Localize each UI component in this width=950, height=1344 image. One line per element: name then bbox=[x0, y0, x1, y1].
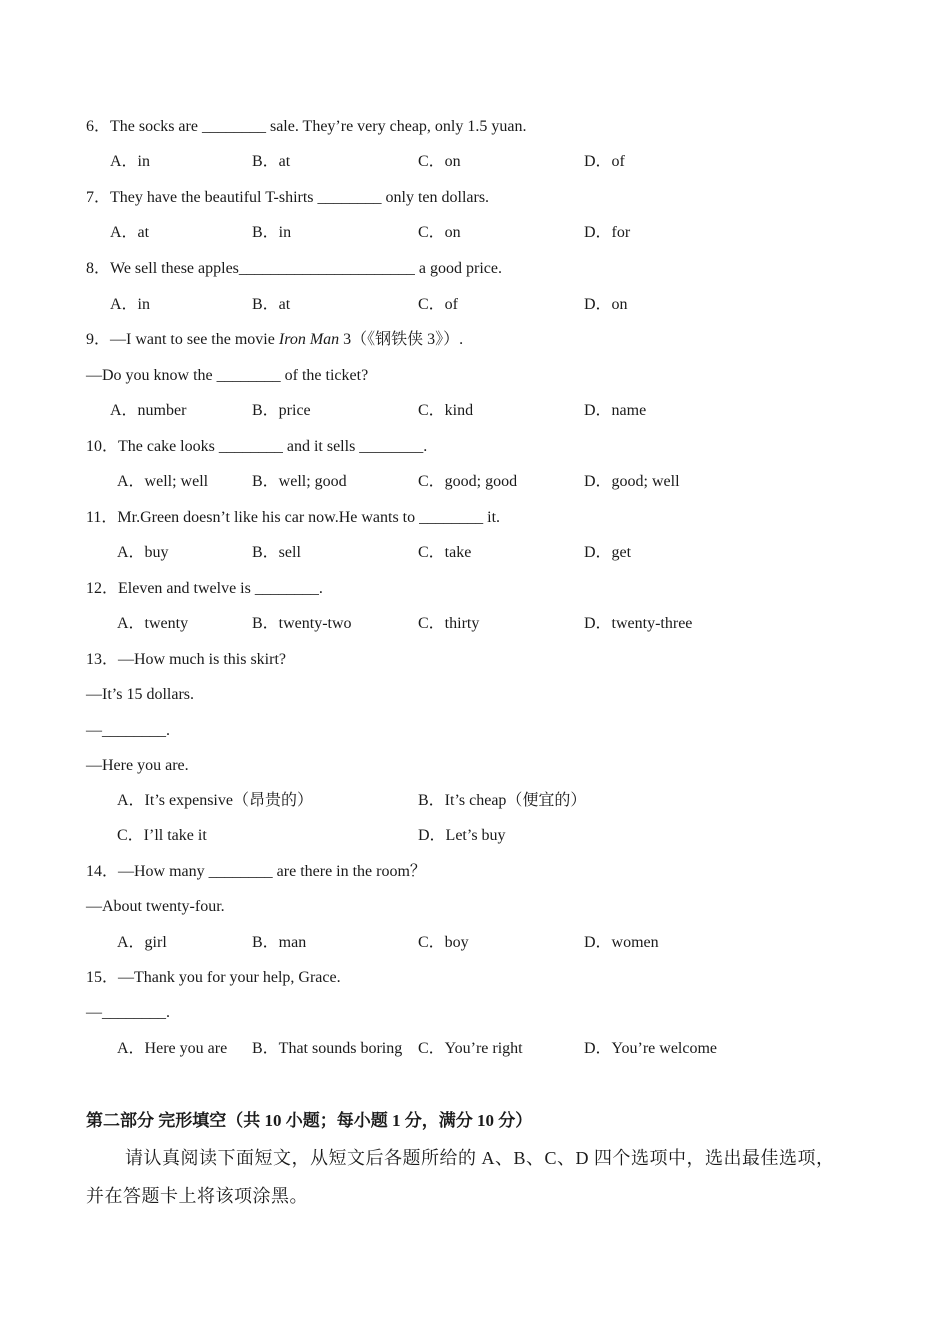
question-11-option-b[interactable]: B．sell bbox=[252, 544, 301, 561]
question-13-option-c[interactable]: C．I’ll take it bbox=[117, 827, 207, 844]
question-15-dialogue-line-2: —________. bbox=[86, 1004, 170, 1021]
question-12-stem: 12．Eleven and twelve is ________. bbox=[86, 580, 323, 597]
section-2-instructions-line-1: 请认真阅读下面短文，从短文后各题所给的 A、B、C、D 四个选项中，选出最佳选项， bbox=[125, 1148, 835, 1168]
question-9-option-b[interactable]: B．price bbox=[252, 402, 311, 419]
question-6-option-b[interactable]: B．at bbox=[252, 153, 291, 170]
question-9-option-a[interactable]: A．number bbox=[110, 402, 187, 419]
question-15-option-a[interactable]: A．Here you are bbox=[117, 1040, 228, 1057]
question-14-option-b[interactable]: B．man bbox=[252, 934, 307, 951]
question-13-option-a[interactable]: A．It’s expensive（昂贵的） bbox=[117, 792, 313, 809]
question-11-option-c[interactable]: C．take bbox=[418, 544, 472, 561]
question-12-option-a[interactable]: A．twenty bbox=[117, 615, 189, 632]
question-9-stem-before: 9．—I want to see the movie bbox=[86, 331, 279, 348]
question-11-stem: 11．Mr.Green doesn’t like his car now.He wants to ________ it. bbox=[86, 509, 501, 526]
question-10-stem: 10．The cake looks ________ and it sells ________. bbox=[86, 438, 428, 455]
question-9-option-d[interactable]: D．name bbox=[584, 402, 647, 419]
question-7-option-c[interactable]: C．on bbox=[418, 224, 461, 241]
question-8-option-c[interactable]: C．of bbox=[418, 296, 459, 313]
question-12-option-d[interactable]: D．twenty-three bbox=[584, 615, 693, 632]
section-2-instructions-line-2: 并在答题卡上将该项涂黑。 bbox=[86, 1186, 308, 1206]
question-12-option-b[interactable]: B．twenty-two bbox=[252, 615, 352, 632]
question-14-option-c[interactable]: C．boy bbox=[418, 934, 469, 951]
question-14-option-a[interactable]: A．girl bbox=[117, 934, 167, 951]
question-14-option-d[interactable]: D．women bbox=[584, 934, 659, 951]
question-13-stem: 13．—How much is this skirt? bbox=[86, 651, 286, 668]
question-13-option-d[interactable]: D．Let’s buy bbox=[418, 827, 506, 844]
question-15-option-c[interactable]: C．You’re right bbox=[418, 1040, 523, 1057]
question-12-option-c[interactable]: C．thirty bbox=[418, 615, 480, 632]
question-13-dialogue-line-3: —________. bbox=[86, 722, 170, 739]
question-6-option-c[interactable]: C．on bbox=[418, 153, 461, 170]
question-13-option-b[interactable]: B．It’s cheap（便宜的） bbox=[418, 792, 587, 809]
question-10-option-b[interactable]: B．well; good bbox=[252, 473, 347, 490]
question-15-option-d[interactable]: D．You’re welcome bbox=[584, 1040, 718, 1057]
question-9-stem bbox=[86, 330, 463, 350]
question-6-option-a[interactable]: A．in bbox=[110, 153, 151, 170]
question-8-stem: 8．We sell these apples______________________ a good price. bbox=[86, 260, 502, 277]
question-9-dialogue-line: —Do you know the ________ of the ticket? bbox=[86, 367, 369, 384]
question-13-dialogue-line-2: —It’s 15 dollars. bbox=[86, 686, 194, 703]
question-10-option-a[interactable]: A．well; well bbox=[117, 473, 209, 490]
question-7-option-d[interactable]: D．for bbox=[584, 224, 631, 241]
question-13-dialogue-line-4: —Here you are. bbox=[86, 757, 189, 774]
question-10-option-d[interactable]: D．good; well bbox=[584, 473, 680, 490]
question-15-stem: 15．—Thank you for your help, Grace. bbox=[86, 969, 341, 986]
question-11-option-a[interactable]: A．buy bbox=[117, 544, 169, 561]
question-11-option-d[interactable]: D．get bbox=[584, 544, 632, 561]
question-6-option-d[interactable]: D．of bbox=[584, 153, 625, 170]
question-8-option-a[interactable]: A．in bbox=[110, 296, 151, 313]
section-2-heading: 第二部分 完形填空（共 10 小题；每小题 1 分，满分 10 分） bbox=[86, 1111, 533, 1130]
question-14-stem: 14．—How many ________ are there in the room？ bbox=[86, 863, 426, 880]
question-8-option-b[interactable]: B．at bbox=[252, 296, 291, 313]
question-14-dialogue-line-2: —About twenty-four. bbox=[86, 898, 225, 915]
question-9-option-c[interactable]: C．kind bbox=[418, 402, 474, 419]
question-7-option-b[interactable]: B．in bbox=[252, 224, 292, 241]
question-15-option-b[interactable]: B．That sounds boring bbox=[252, 1040, 403, 1057]
question-7-option-a[interactable]: A．at bbox=[110, 224, 150, 241]
movie-title: Iron Man bbox=[278, 331, 340, 348]
question-6-stem: 6．The socks are ________ sale. They’re very cheap, only 1.5 yuan. bbox=[86, 118, 527, 135]
question-9-stem-after: 3（《钢铁侠 3》）. bbox=[339, 331, 464, 348]
question-10-option-c[interactable]: C．good; good bbox=[418, 473, 518, 490]
question-7-stem: 7．They have the beautiful T-shirts ________ only ten dollars. bbox=[86, 189, 490, 206]
question-8-option-d[interactable]: D．on bbox=[584, 296, 628, 313]
